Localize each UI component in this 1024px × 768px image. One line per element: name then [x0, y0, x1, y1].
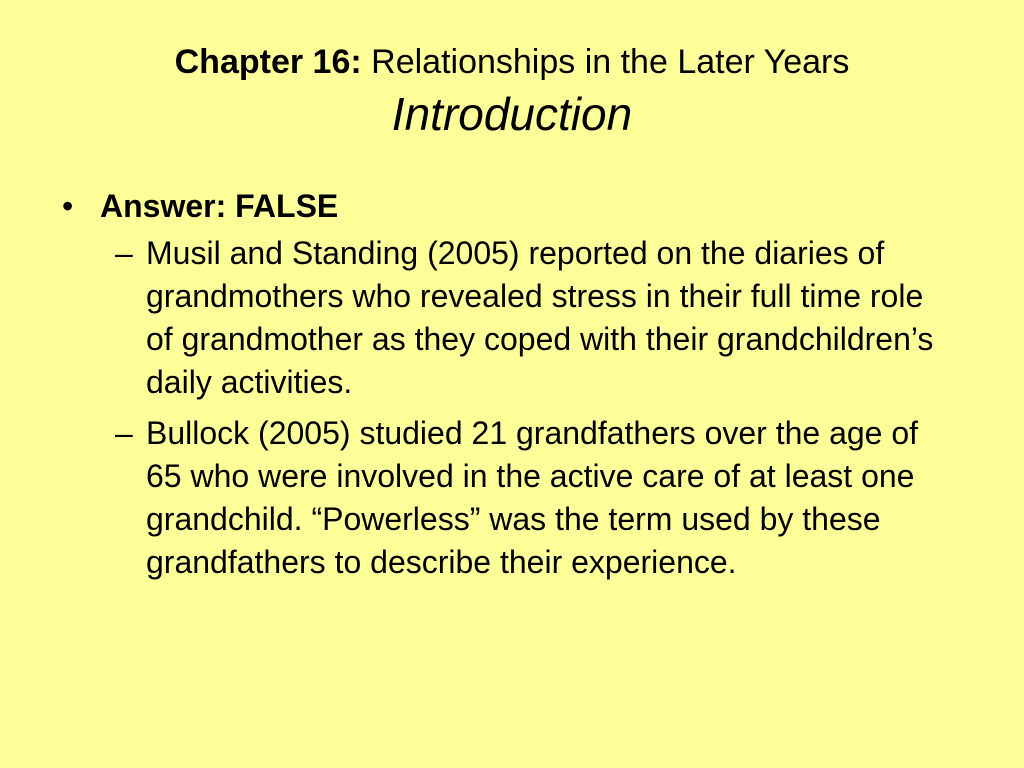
bullet-marker: •	[62, 188, 74, 224]
chapter-label: Chapter 16:	[174, 43, 362, 81]
bullet-text: Answer: FALSE	[100, 188, 339, 224]
sub-bullet-text: Musil and Standing (2005) reported on the diaries of grandmothers who revealed stress in their full time role of grandmother as they coped with their grandchildren’s daily activities.	[146, 235, 934, 400]
slide-title	[0, 38, 1024, 142]
bullet-item	[62, 182, 962, 230]
sub-bullet-item	[115, 232, 956, 404]
sub-bullet-marker: –	[115, 235, 133, 271]
sub-bullet-item	[115, 412, 956, 584]
section-title: Introduction	[391, 88, 633, 140]
sub-bullet-text: Bullock (2005) studied 21 grandfathers over the age of 65 who were involved in the active care of at least one grandchild. “Powerless” was the term used by these grandfathers to describe their experience.	[146, 415, 919, 580]
slide-body	[62, 182, 962, 584]
sub-bullet-marker: –	[115, 415, 133, 451]
chapter-subject: Relationships in the Later Years	[371, 43, 850, 81]
title-line	[0, 38, 1024, 86]
